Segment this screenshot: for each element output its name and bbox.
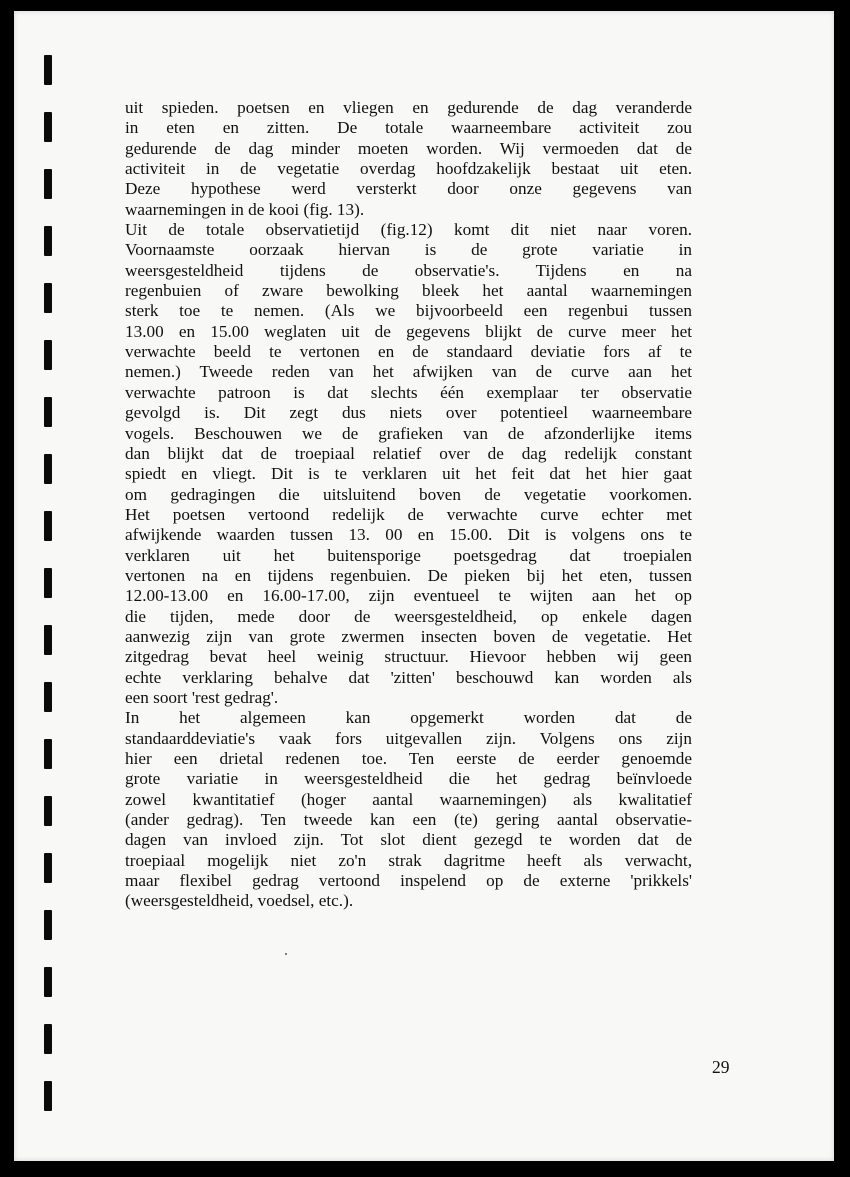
text-line: (weersgesteldheid, voedsel, etc.). <box>125 891 354 911</box>
binding-hole <box>44 625 52 655</box>
text-line: weersgesteldheid tijdens de observatie's. Tijdens en na <box>125 260 692 280</box>
text-line: in eten en zitten. De totale waarneembare activiteit zou <box>125 118 692 138</box>
text-line: waarnemingen in de kooi (fig. 13). <box>125 199 365 219</box>
text-line: echte verklaring behalve dat 'zitten' beschouwd kan worden als <box>125 667 692 687</box>
text-line: Deze hypothese werd versterkt door onze gegevens van <box>125 179 692 199</box>
binding-hole <box>44 340 52 370</box>
binding-hole <box>44 112 52 142</box>
text-line: 13.00 en 15.00 weglaten uit de gegevens blijkt de curve meer het <box>125 321 692 341</box>
binding-hole <box>44 796 52 826</box>
body-text <box>125 98 692 912</box>
binding-holes <box>44 55 56 1135</box>
text-line: afwijkende waarden tussen 13. 00 en 15.00. Dit is volgens ons te <box>125 525 692 545</box>
text-line: gevolgd is. Dit zegt dus niets over potentieel waarneembare <box>125 403 692 423</box>
text-line: activiteit in de vegetatie overdag hoofdzakelijk bestaat uit eten. <box>125 159 692 179</box>
binding-hole <box>44 853 52 883</box>
text-line: gedurende de dag minder moeten worden. Wij vermoeden dat de <box>125 138 692 158</box>
text-line: verwachte beeld te vertonen en de standaard deviatie fors af te <box>125 342 692 362</box>
binding-hole <box>44 55 52 85</box>
text-line: hier een drietal redenen toe. Ten eerste de eerder genoemde <box>125 749 692 768</box>
text-line: een soort 'rest gedrag'. <box>125 687 279 707</box>
text-line: zowel kwantitatief (hoger aantal waarnemingen) als kwalitatief <box>125 789 692 809</box>
text-line: vertonen na en tijdens regenbuien. De pieken bij het eten, tussen <box>125 565 692 585</box>
text-line: dagen van invloed zijn. Tot slot dient gezegd te worden dat de <box>125 830 692 850</box>
text-line: standaarddeviatie's vaak fors uitgevallen zijn. Volgens ons zijn <box>125 728 692 748</box>
binding-hole <box>44 283 52 313</box>
paper-speck <box>285 953 287 955</box>
text-line: aanwezig zijn van grote zwermen insecten boven de vegetatie. Het <box>125 626 692 646</box>
text-line: verklaren uit het buitensporige poetsgedrag dat troepialen <box>125 545 692 565</box>
binding-hole <box>44 682 52 712</box>
text-line: uit spieden. poetsen en vliegen en gedurende de dag veranderde <box>125 98 692 117</box>
text-line: om gedragingen die uitsluitend boven de vegetatie voorkomen. <box>125 484 692 504</box>
binding-hole <box>44 1024 52 1054</box>
binding-hole <box>44 169 52 199</box>
page-number: 29 <box>712 1057 730 1077</box>
binding-hole <box>44 739 52 769</box>
text-line: Voornaamste oorzaak hiervan is de grote variatie in <box>125 240 692 260</box>
text-line: nemen.) Tweede reden van het afwijken van de curve aan het <box>125 362 692 382</box>
text-line: verwachte patroon is dat slechts één exemplaar ter observatie <box>125 382 692 402</box>
binding-hole <box>44 511 52 541</box>
text-line: vogels. Beschouwen we de grafieken van de afzonderlijke items <box>125 423 692 443</box>
text-line: maar flexibel gedrag vertoond inspelend op de externe 'prikkels' <box>125 871 692 891</box>
binding-hole <box>44 1081 52 1111</box>
binding-hole <box>44 967 52 997</box>
binding-hole <box>44 910 52 940</box>
text-line: (ander gedrag). Ten tweede kan een (te) gering aantal observatie- <box>125 810 692 830</box>
binding-hole <box>44 397 52 427</box>
text-line: die tijden, mede door de weersgesteldheid, op enkele dagen <box>125 606 692 626</box>
binding-hole <box>44 568 52 598</box>
text-line: grote variatie in weersgesteldheid die het gedrag beïnvloede <box>125 769 692 789</box>
text-line: zitgedrag bevat heel weinig structuur. Hievoor hebben wij geen <box>125 647 692 667</box>
text-line: dan blijkt dat de troepiaal relatief over de dag redelijk constant <box>125 443 692 463</box>
text-line: Uit de totale observatietijd (fig.12) komt dit niet naar voren. <box>125 220 692 240</box>
text-line: spiedt en vliegt. Dit is te verklaren uit het feit dat het hier gaat <box>125 464 692 484</box>
text-line: troepiaal mogelijk niet zo'n strak dagritme heeft als verwacht, <box>125 850 692 870</box>
binding-hole <box>44 454 52 484</box>
binding-hole <box>44 226 52 256</box>
text-line: sterk toe te nemen. (Als we bijvoorbeeld een regenbui tussen <box>125 301 692 321</box>
text-line: regenbuien of zware bewolking bleek het aantal waarnemingen <box>125 281 692 301</box>
text-line: Het poetsen vertoond redelijk de verwachte curve echter met <box>125 504 692 524</box>
text-line: 12.00-13.00 en 16.00-17.00, zijn eventueel te wijten aan het op <box>125 586 692 606</box>
text-line: In het algemeen kan opgemerkt worden dat de <box>125 708 692 728</box>
